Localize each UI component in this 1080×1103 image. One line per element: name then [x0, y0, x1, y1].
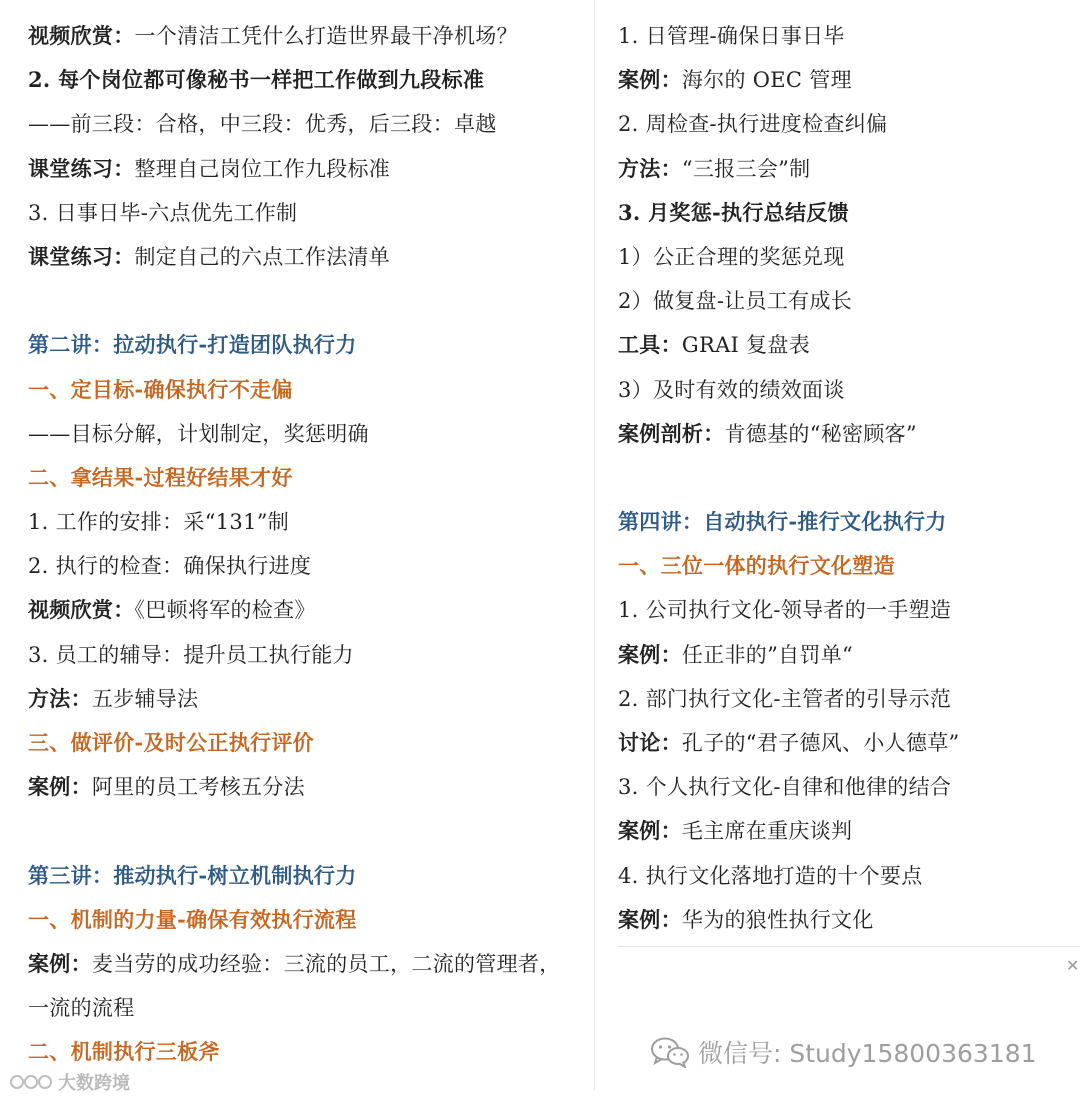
line-text: 1）公正合理的奖惩兑现	[618, 244, 845, 269]
text-line	[618, 588, 1070, 632]
line-label: 案例：	[28, 950, 92, 976]
line-text: 2. 执行的检查：确保执行进度	[28, 554, 312, 579]
line-text: 3. 员工的辅导：提升员工执行能力	[28, 642, 354, 667]
line-text: 制定自己的六点工作法清单	[134, 244, 391, 269]
section-title: 二、机制执行三板斧	[28, 1039, 220, 1065]
line-label: 案例剖析：	[618, 420, 725, 446]
line-label: 案例：	[618, 906, 682, 932]
text-line	[28, 633, 584, 677]
section-title: 一、定目标-确保执行不走偏	[28, 376, 293, 402]
line-label: 课堂练习：	[28, 155, 135, 181]
line-text: ——前三段：合格，中三段：优秀，后三段：卓越	[28, 112, 497, 137]
line-label: 课堂练习：	[28, 243, 135, 269]
lecture-heading	[28, 854, 584, 898]
right-column-rule	[618, 946, 1080, 947]
right-column	[618, 14, 1070, 942]
line-text: 肯德基的“秘密顾客”	[724, 421, 917, 446]
column-divider	[594, 0, 595, 1090]
line-label: 视频欣赏：	[28, 23, 135, 48]
lecture-title: 第四讲：自动执行-推行文化执行力	[618, 509, 947, 535]
wechat-id-text: 微信号: Study15800363181	[698, 1039, 1037, 1068]
section-heading	[28, 368, 584, 412]
text-line	[618, 58, 1070, 102]
line-text: 1. 工作的安排：采“131”制	[28, 510, 290, 535]
text-line	[618, 765, 1070, 809]
text-line	[618, 14, 1070, 58]
section-title: 一、三位一体的执行文化塑造	[618, 553, 895, 579]
text-line	[28, 942, 584, 986]
section-heading	[28, 721, 584, 765]
text-line	[28, 102, 584, 146]
text-line	[28, 588, 584, 632]
text-line	[618, 102, 1070, 146]
blank-line	[28, 809, 584, 853]
line-text: GRAI 复盘表	[681, 333, 811, 358]
text-line	[618, 721, 1070, 765]
line-text: 2. 部门执行文化-主管者的引导示范	[618, 686, 952, 711]
section-title: 三、做评价-及时公正执行评价	[28, 730, 314, 755]
line-text: 1. 日管理-确保日事日毕	[618, 24, 845, 48]
bold-heading: 3. 月奖惩-执行总结反馈	[618, 199, 849, 225]
text-line	[618, 147, 1070, 191]
text-line	[28, 58, 584, 102]
line-label: 案例：	[618, 67, 682, 93]
wechat-watermark	[650, 1030, 1037, 1074]
text-line	[28, 765, 584, 809]
wechat-icon	[650, 1036, 690, 1068]
text-line	[618, 323, 1070, 367]
text-line	[618, 368, 1070, 412]
line-text: 《巴顿将军的检查》	[134, 598, 316, 623]
lecture-title: 第三讲：推动执行-树立机制执行力	[28, 862, 357, 888]
cropped-mark-icon: ✕	[1066, 956, 1080, 975]
blank-line	[618, 456, 1070, 500]
line-text: 1. 公司执行文化-领导者的一手塑造	[618, 598, 952, 623]
line-label: 方法：	[28, 685, 92, 711]
blank-line	[28, 279, 584, 323]
line-text: 孔子的“君子德风、小人德草”	[681, 731, 960, 755]
text-line	[28, 235, 584, 279]
text-line	[28, 147, 584, 191]
lecture-heading	[28, 323, 584, 367]
text-line	[28, 677, 584, 721]
text-line	[28, 191, 584, 235]
line-text: 3）及时有效的绩效面谈	[618, 377, 845, 402]
line-text: 海尔的 OEC 管理	[681, 68, 852, 93]
text-line	[618, 809, 1070, 853]
line-text: 2）做复盘-让员工有成长	[618, 289, 853, 314]
line-label: 视频欣赏：	[28, 597, 135, 623]
section-heading	[618, 544, 1070, 588]
line-text: “三报三会”制	[681, 156, 811, 181]
text-line	[28, 544, 584, 588]
text-line	[618, 412, 1070, 456]
text-line	[28, 500, 584, 544]
lecture-heading	[618, 500, 1070, 544]
text-line	[28, 14, 584, 58]
section-title: 二、拿结果-过程好结果才好	[28, 464, 293, 490]
text-line	[618, 677, 1070, 721]
line-text: 一个清洁工凭什么打造世界最干净机场？	[134, 24, 518, 48]
line-label: 案例：	[28, 774, 92, 800]
section-heading	[28, 456, 584, 500]
text-line	[618, 279, 1070, 323]
text-line	[28, 412, 584, 456]
line-text: 2. 周检查-执行进度检查纠偏	[618, 112, 888, 137]
brand-text: 大数跨境	[58, 1073, 130, 1094]
text-line	[618, 633, 1070, 677]
text-line	[618, 235, 1070, 279]
brand-logo-icon	[8, 1069, 54, 1095]
line-text: 任正非的”自罚单“	[681, 642, 854, 667]
text-line	[618, 191, 1070, 235]
left-column	[28, 14, 584, 1075]
brand-watermark	[8, 1066, 130, 1098]
lecture-title: 第二讲：拉动执行-打造团队执行力	[28, 332, 357, 358]
section-title: 一、机制的力量-确保有效执行流程	[28, 906, 357, 932]
line-text: ——目标分解，计划制定，奖惩明确	[28, 421, 369, 446]
text-line	[618, 854, 1070, 898]
line-label: 方法：	[618, 155, 682, 181]
line-text: 3. 个人执行文化-自律和他律的结合	[618, 775, 952, 800]
line-text: 整理自己岗位工作九段标准	[134, 156, 391, 181]
section-heading	[28, 898, 584, 942]
line-label: 工具：	[618, 332, 682, 358]
line-text: 毛主席在重庆谈判	[681, 819, 853, 844]
text-line	[28, 986, 584, 1030]
line-text: 麦当劳的成功经验：三流的员工，二流的管理者，	[91, 951, 561, 976]
line-text: 3. 日事日毕-六点优先工作制	[28, 200, 298, 225]
line-label: 案例：	[618, 818, 682, 844]
bold-heading: 2. 每个岗位都可像秘书一样把工作做到九段标准	[28, 67, 485, 93]
line-text: 4. 执行文化落地打造的十个要点	[618, 863, 923, 888]
text-line	[618, 898, 1070, 942]
line-text: 华为的狼性执行文化	[681, 907, 874, 932]
line-label: 案例：	[618, 641, 682, 667]
line-text: 阿里的员工考核五分法	[91, 775, 305, 800]
line-label: 讨论：	[618, 730, 682, 755]
line-text: 五步辅导法	[91, 686, 199, 711]
line-text: 一流的流程	[28, 996, 135, 1021]
